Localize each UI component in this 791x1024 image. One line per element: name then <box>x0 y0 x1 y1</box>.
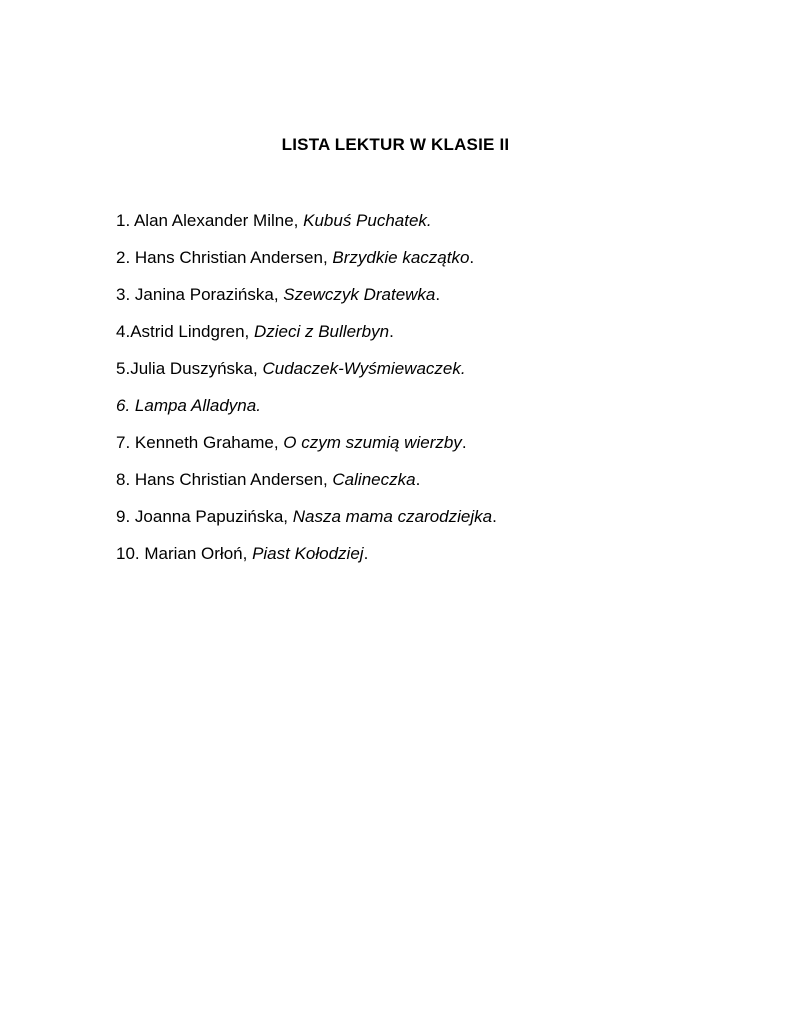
item-number: 4. <box>116 322 131 341</box>
item-number: 7. <box>116 433 135 452</box>
item-book-title: Nasza mama czarodziejka <box>292 507 493 526</box>
item-book-title: Dzieci z Bullerbyn <box>253 322 390 341</box>
item-suffix: . <box>363 544 369 563</box>
item-book-title: Piast Kołodziej <box>252 544 364 563</box>
item-number: 3. <box>116 285 135 304</box>
list-item <box>116 208 756 245</box>
list-item <box>116 430 756 467</box>
list-item <box>116 356 756 393</box>
item-number: 8. <box>116 470 135 489</box>
document-title: LISTA LEKTUR W KLASIE II <box>281 135 510 154</box>
item-author: Hans Christian Andersen, <box>134 470 333 489</box>
item-book-title: O czym szumią wierzby <box>283 433 462 452</box>
list-item <box>116 319 756 356</box>
item-book-title: Calineczka <box>332 470 416 489</box>
item-suffix: . <box>415 470 421 489</box>
item-book-title: Brzydkie kaczątko <box>332 248 470 267</box>
item-suffix: . <box>469 248 475 267</box>
list-item <box>116 282 756 319</box>
item-author: Julia Duszyńska, <box>130 359 263 378</box>
item-number: 10. <box>116 544 145 563</box>
item-author: Hans Christian Andersen, <box>134 248 333 267</box>
item-number: 2. <box>116 248 135 267</box>
item-number: 9. <box>116 507 135 526</box>
item-number: 5. <box>116 359 131 378</box>
item-author: Alan Alexander Milne, <box>133 211 304 230</box>
item-suffix: . <box>492 507 497 526</box>
item-number: 6. <box>116 396 135 415</box>
list-item <box>116 541 756 578</box>
reading-list <box>116 208 756 578</box>
list-item <box>116 467 756 504</box>
item-suffix: . <box>435 285 441 304</box>
item-author: Joanna Papuzińska, <box>134 507 293 526</box>
list-item <box>116 504 756 541</box>
item-author: Marian Orłoń, <box>144 544 253 563</box>
item-number: 1. <box>116 211 134 230</box>
item-book-title: Szewczyk Dratewka <box>283 285 436 304</box>
item-book-title: Lampa Alladyna. <box>134 396 261 415</box>
item-book-title: Cudaczek-Wyśmiewaczek. <box>262 359 466 378</box>
item-author: Kenneth Grahame, <box>134 433 284 452</box>
item-author: Janina Porazińska, <box>134 285 284 304</box>
item-author: Astrid Lindgren, <box>130 322 254 341</box>
list-item <box>116 245 756 282</box>
list-item <box>116 393 756 430</box>
item-suffix: . <box>389 322 394 341</box>
item-book-title: Kubuś Puchatek. <box>303 211 432 230</box>
item-suffix: . <box>461 433 467 452</box>
